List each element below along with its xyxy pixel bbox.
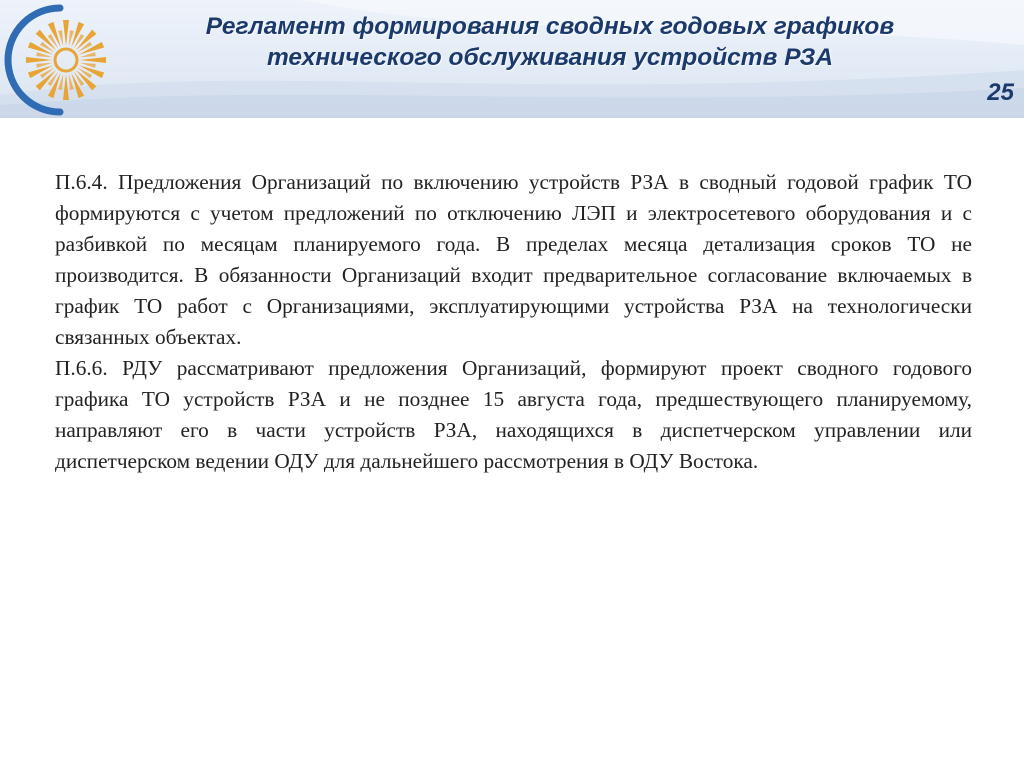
paragraph-6-6: П.6.6. РДУ рассматривают предложения Организаций, формируют проект сводного годового графика ТО устройств РЗА и не позднее 15 августа года, предшествующего планируемому, направляют его в части устройств РЗА, находящихся в диспетчерском управлении или диспетчерском ведении ОДУ для дальнейшего рассмотрения в ОДУ Востока. xyxy=(55,356,972,473)
header-divider xyxy=(0,116,1024,118)
slide-body-text xyxy=(55,167,972,477)
slide-header xyxy=(0,0,1024,118)
sun-rays-logo-icon xyxy=(2,2,120,118)
paragraph-6-4: П.6.4. Предложения Организаций по включению устройств РЗА в сводный годовой график ТО формируются с учетом предложений по отключению ЛЭП и электросетевого оборудования и с разбивкой по месяцам планируемого года. В пределах месяца детализация сроков ТО не производится. В обязанности Организаций входит предварительное согласование включаемых в график ТО работ с Организациями, эксплуатирующими устройства РЗА на технологически связанных объектах. xyxy=(55,170,972,349)
slide-title-line-1: Регламент формирования сводных годовых графиков xyxy=(205,13,895,40)
slide-title xyxy=(120,11,980,73)
page-number: 25 xyxy=(987,79,1014,106)
slide-title-line-2: технического обслуживания устройств РЗА xyxy=(266,44,834,71)
